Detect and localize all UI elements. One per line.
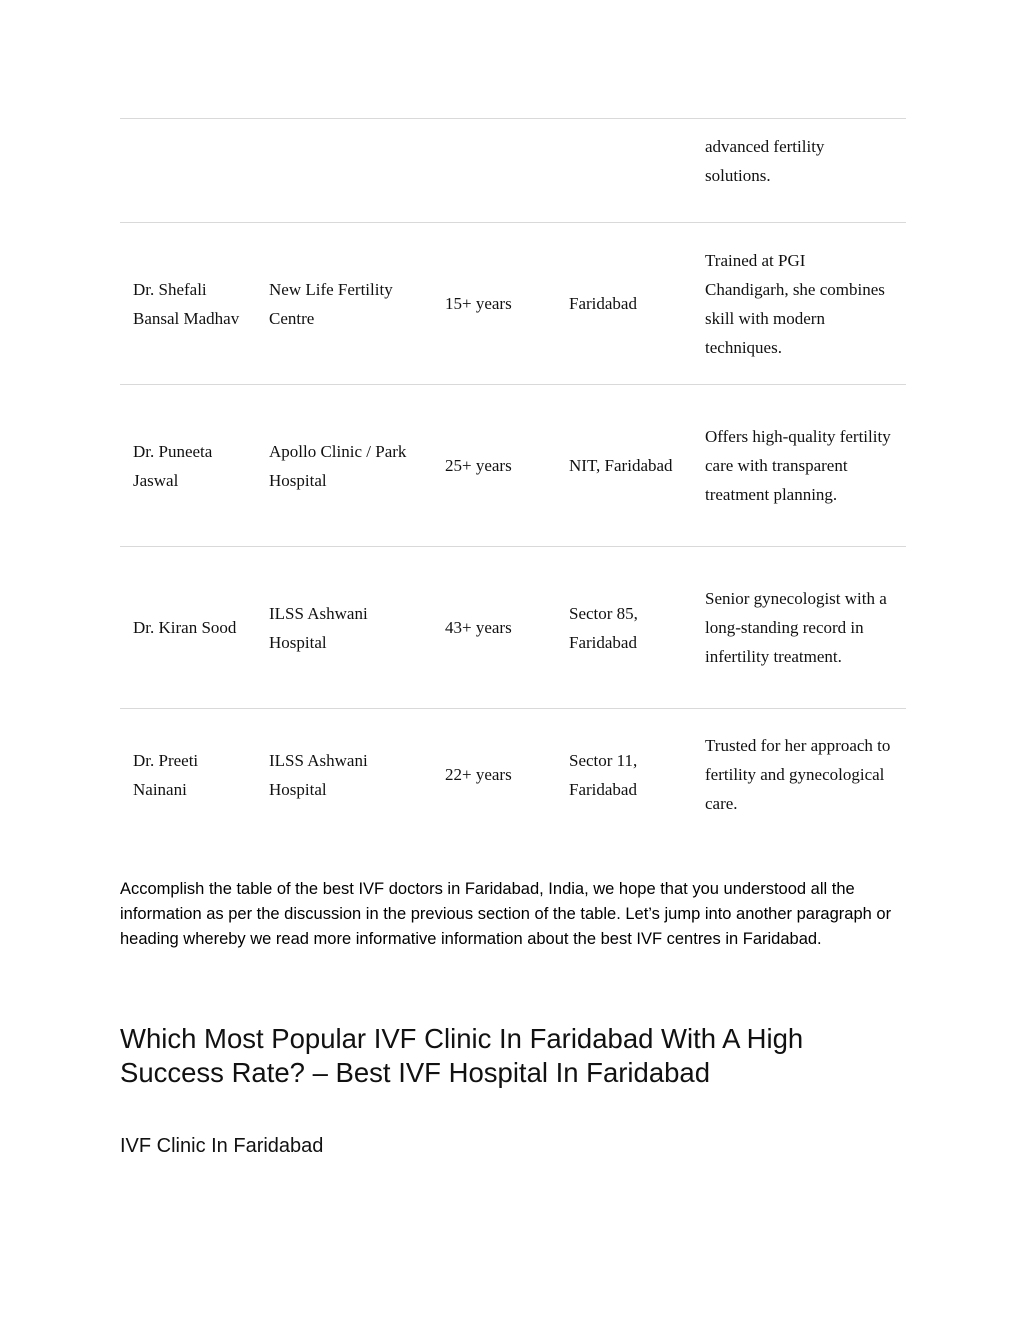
clinic-cell: ILSS Ashwani Hospital xyxy=(256,709,432,841)
location-cell: Sector 11, Faridabad xyxy=(556,709,692,841)
location-cell: NIT, Faridabad xyxy=(556,385,692,547)
doctors-table xyxy=(120,118,906,841)
clinic-cell: ILSS Ashwani Hospital xyxy=(256,547,432,709)
section-heading: Which Most Popular IVF Clinic In Faridabad With A High Success Rate? – Best IVF Hospital In Faridabad xyxy=(120,1022,804,1088)
location-cell xyxy=(556,119,692,223)
table-row xyxy=(120,119,906,223)
doctor-name-cell: Dr. Preeti Nainani xyxy=(120,709,256,841)
clinic-cell: New Life Fertility Centre xyxy=(256,223,432,385)
doctor-name-cell: Dr. Puneeta Jaswal xyxy=(120,385,256,547)
table-row xyxy=(120,385,906,547)
experience-cell: 25+ years xyxy=(432,385,556,547)
experience-cell: 15+ years xyxy=(432,223,556,385)
description-cell: Trained at PGI Chandigarh, she combines skill with modern techniques. xyxy=(692,223,906,385)
table-row xyxy=(120,547,906,709)
experience-cell: 43+ years xyxy=(432,547,556,709)
description-cell: Trusted for her approach to fertility and gynecological care. xyxy=(692,709,906,841)
sub-heading: IVF Clinic In Faridabad xyxy=(120,1134,324,1157)
clinic-cell: Apollo Clinic / Park Hospital xyxy=(256,385,432,547)
location-cell: Faridabad xyxy=(556,223,692,385)
experience-cell xyxy=(432,119,556,223)
table-row xyxy=(120,223,906,385)
doctor-name-cell: Dr. Shefali Bansal Madhav xyxy=(120,223,256,385)
description-cell: Offers high-quality fertility care with transparent treatment planning. xyxy=(692,385,906,547)
doctor-name-cell: Dr. Kiran Sood xyxy=(120,547,256,709)
location-cell: Sector 85, Faridabad xyxy=(556,547,692,709)
experience-cell: 22+ years xyxy=(432,709,556,841)
body-paragraph: Accomplish the table of the best IVF doctors in Faridabad, India, we hope that you understood all the information as per the discussion in the previous section of the table. Let’s jump into another paragraph or heading whereby we read more informative information about the best IVF centres in Faridabad. xyxy=(120,879,892,948)
table-row xyxy=(120,709,906,841)
description-cell: advanced fertility solutions. xyxy=(692,119,906,223)
description-cell: Senior gynecologist with a long-standing record in infertility treatment. xyxy=(692,547,906,709)
doctor-name-cell xyxy=(120,119,256,223)
clinic-cell xyxy=(256,119,432,223)
